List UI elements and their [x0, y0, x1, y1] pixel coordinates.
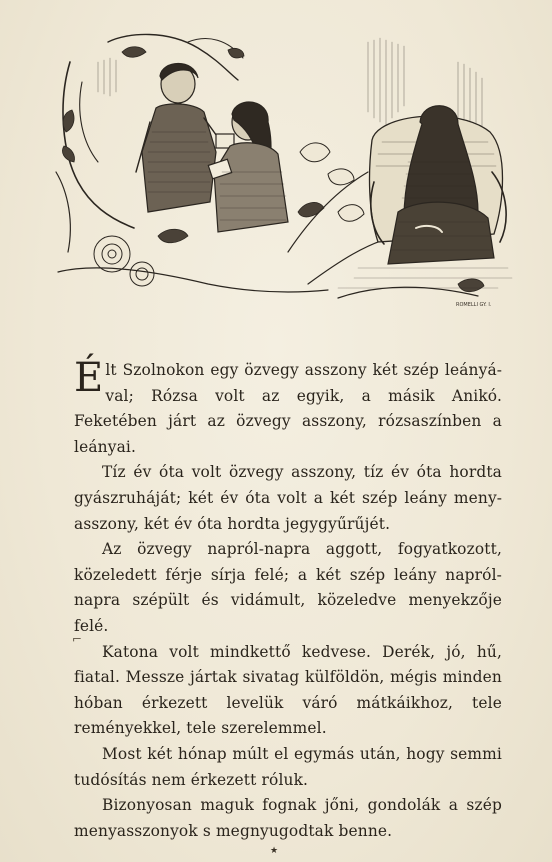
- chapter-text: [74, 355, 502, 844]
- drop-cap: É: [74, 355, 104, 401]
- artist-signature: ROMELLI GY. I.: [456, 302, 492, 308]
- paragraph-5: Most két hónap múlt el egymás után, hogy semmi tudósítás nem érkezett róluk.: [74, 744, 502, 789]
- paragraph-3: Az özvegy napról-napra aggott, fogyatkozott, közeledett férje sírja felé; a két szép leány napról-napra szépült és vidámult, közeledve menyekzője felé.: [74, 540, 502, 635]
- bottom-ornament: ★: [270, 846, 279, 856]
- paragraph-2: Tíz év óta volt özvegy asszony, tíz év óta hordta gyászruháját; két év óta volt a két szép leány menyasszony, két év óta hordta jegygyűrűjét.: [74, 463, 502, 533]
- paragraph-1-text: lt Szolnokon egy özvegy asszony két szép leányával; Rózsa volt az egyik, a másik Anikó. Feketében járt az özvegy asszony, rózsaszínben a leányai.: [74, 361, 502, 456]
- paragraph-1: [74, 355, 502, 460]
- paragraph-6: Bizonyosan maguk fognak jőni, gondolák a szép menyasszonyok s megnyugodtak benne.: [74, 796, 502, 840]
- engraving-illustration: [38, 22, 516, 312]
- paragraph-4: Katona volt mindkettő kedvese. Derék, jó, hű, fiatal. Messze jártak sivatag külföldön, mégis minden hóban érkezett levelük váró mátkáikhoz, tele reményekkel, tele szerelemmel.: [74, 642, 502, 738]
- margin-mark: ⌐: [72, 632, 83, 646]
